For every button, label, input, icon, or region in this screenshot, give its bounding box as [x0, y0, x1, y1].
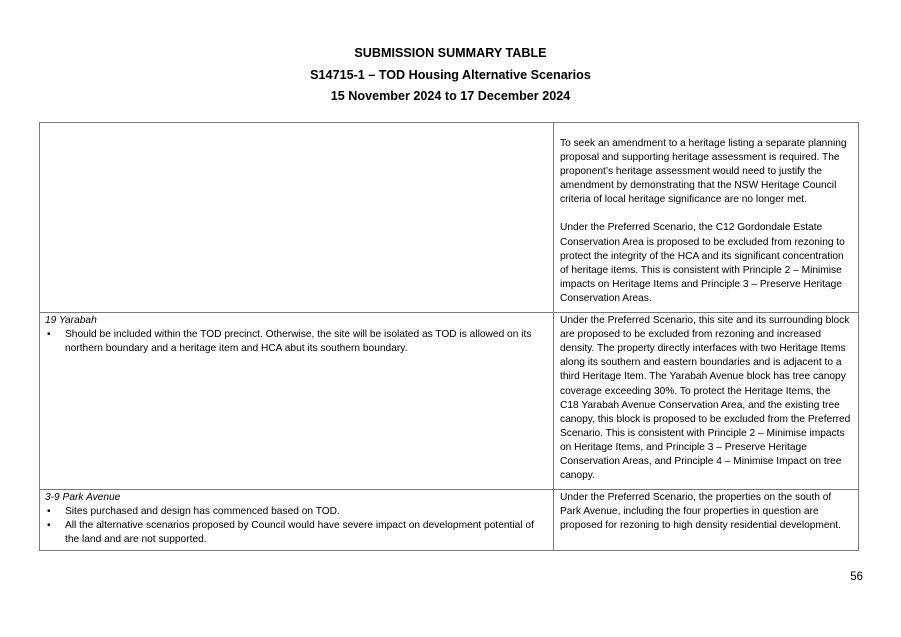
table-row [40, 123, 859, 313]
response-paragraph: Under the Preferred Scenario, the C12 Gordondale Estate Conservation Area is proposed to be excluded from rezoning to protect the integrity of the HCA and its significant concentration of heritage items. This is consistent with Principle 2 – Minimise impacts on Heritage Items and Principle 3 – Preserve Heritage Conservation Areas. [560, 222, 845, 304]
list-item: • Should be included within the TOD precinct. Otherwise, the site will be isolated as TOD is allowed on its northern boundary and a heritage item and HCA abut its southern boundary. [45, 328, 545, 356]
submission-cell [40, 313, 554, 490]
submission-points [45, 505, 545, 547]
table-row [40, 313, 859, 490]
document-subtitle: S14715-1 – TOD Housing Alternative Scenarios [310, 67, 591, 82]
response-paragraph: To seek an amendment to a heritage listing a separate planning proposal and supporting heritage assessment is required. The proponent’s heritage assessment would need to justify the amendment by demonstrating that the NSW Heritage Council criteria of local heritage significance are no longer met. [560, 138, 847, 206]
submission-cell [40, 490, 554, 550]
document-title: SUBMISSION SUMMARY TABLE [354, 46, 547, 60]
submission-period: 15 November 2024 to 17 December 2024 [330, 89, 571, 103]
response-cell [554, 490, 859, 550]
list-item: • Sites purchased and design has commenced based on TOD. [45, 505, 545, 519]
response-cell [554, 313, 859, 490]
page-number: 56 [850, 571, 863, 583]
site-address: 19 Yarabah [45, 315, 97, 327]
table-row [40, 490, 859, 550]
submission-summary-table [39, 122, 859, 551]
submission-cell [40, 123, 554, 313]
site-address: 3-9 Park Avenue [45, 492, 121, 504]
response-paragraph: Under the Preferred Scenario, the properties on the south of Park Avenue, including the four properties in question are proposed for rezoning to high density residential development. [560, 492, 841, 532]
response-cell [554, 123, 859, 313]
response-paragraph: Under the Preferred Scenario, this site and its surrounding block are proposed to be excluded from rezoning and increased density. The property directly interfaces with two Heritage Items along its southern and eastern boundaries and is adjacent to a third Heritage Item. The Yarabah Avenue block has tree canopy coverage exceeding 30%. To protect the Heritage Items, the C18 Yarabah Avenue Conservation Area, and the existing tree canopy, this block is proposed to be excluded from the Preferred Scenario. This is consistent with Principle 2 – Minimise impacts on Heritage Items, and Principle 3 – Preserve Heritage Conservation Areas, and Principle 4 – Minimise Impact on tree canopy. [560, 315, 851, 482]
page-header [0, 43, 901, 108]
submission-points [45, 328, 545, 356]
list-item: • All the alternative scenarios proposed by Council would have severe impact on development potential of the land and are not supported. [45, 519, 545, 547]
